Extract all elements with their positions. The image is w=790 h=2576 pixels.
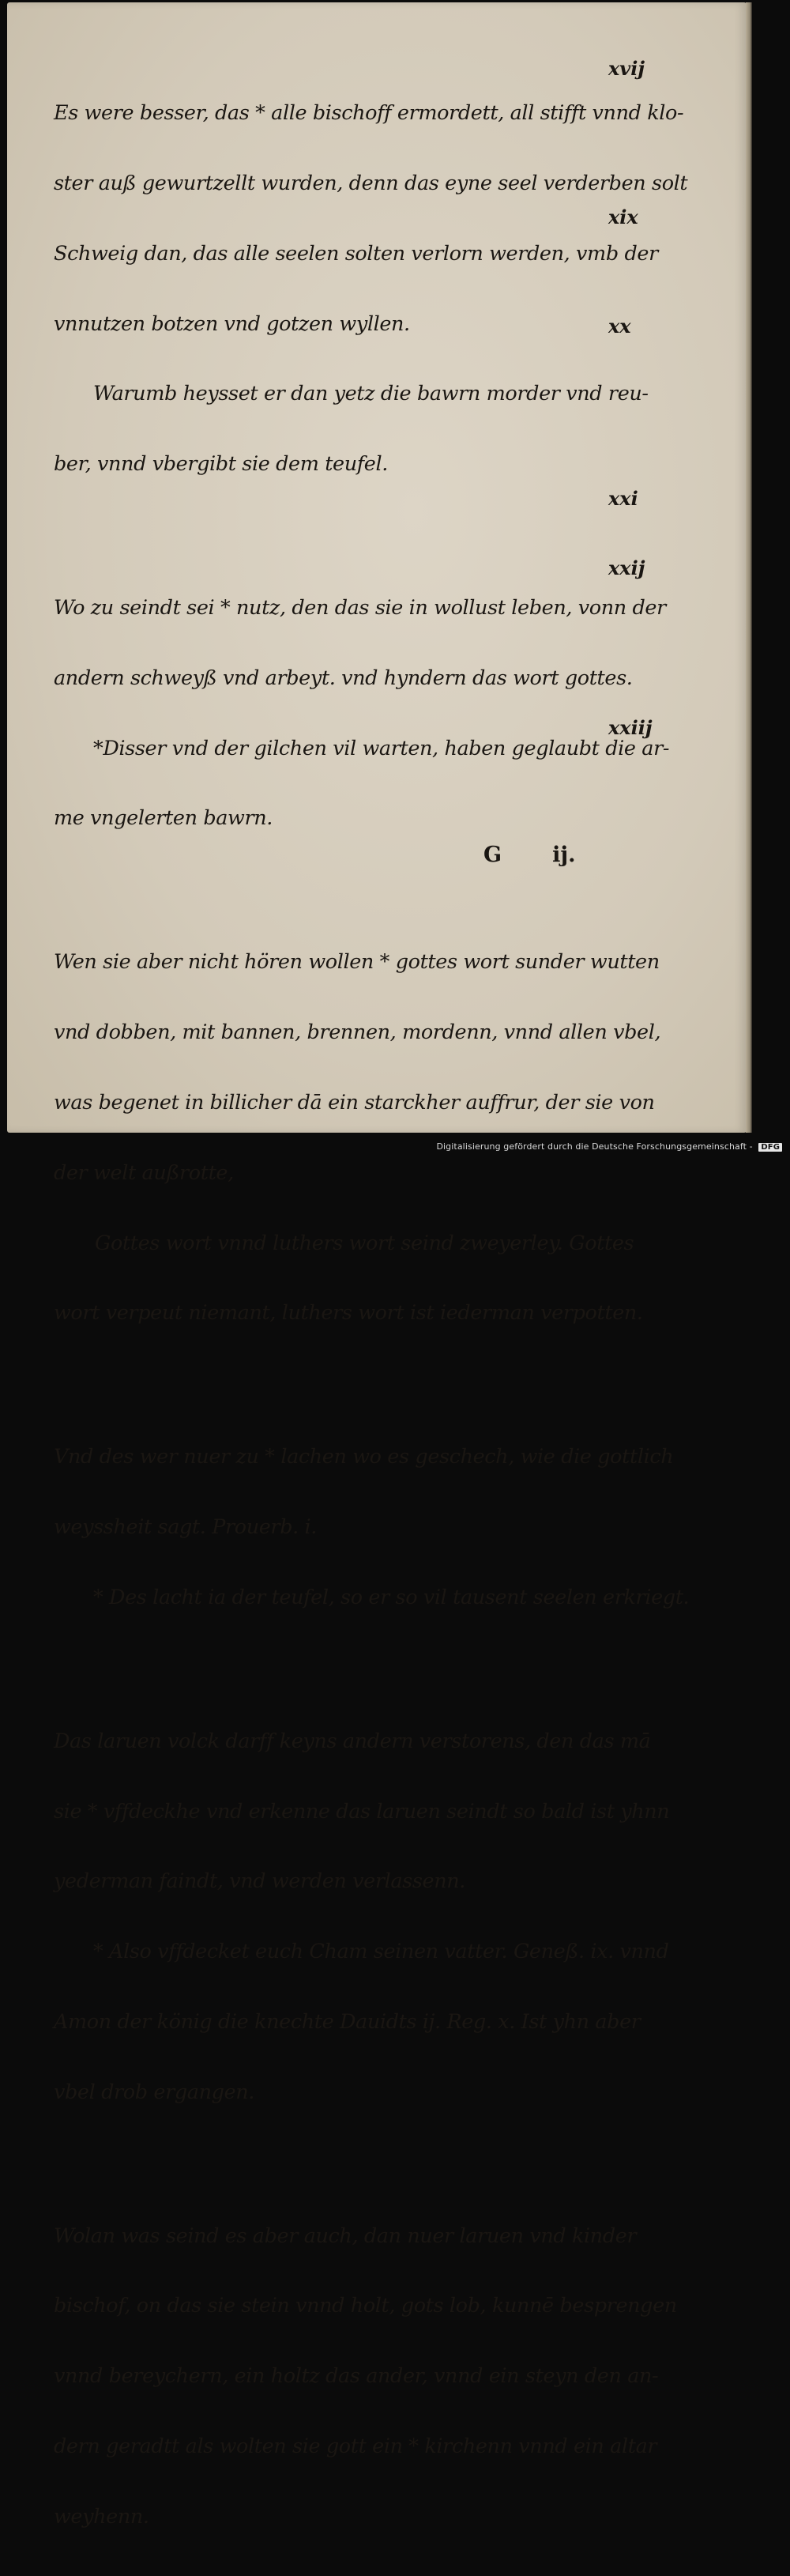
text-line: Warumb heysset er dan yetz die bawrn morder vnd reu- xyxy=(93,382,649,406)
text-line: vbel drob ergangen. xyxy=(54,2080,254,2104)
margin-numeral: xxiij xyxy=(608,716,653,739)
text-line: der welt außrotte, xyxy=(54,1160,234,1185)
text-line: Wolan was seind es aber auch, dan nuer laruen vnd kinder xyxy=(54,2223,637,2248)
text-line: * Des lacht ia der teufel, so er so vil tausent seelen erkriegt. xyxy=(93,1585,690,1609)
text-line: Schweig dan, das alle seelen solten verlorn werden, vmb der xyxy=(54,241,658,266)
dfg-logo: DFG xyxy=(758,1143,782,1152)
margin-numeral: xxi xyxy=(608,487,638,510)
margin-numeral: xxij xyxy=(608,556,645,579)
text-line: andern schweyß vnd arbeyt. vnd hyndern das wort gottes. xyxy=(54,666,633,690)
text-line: vnnd bereychern, ein holtz das ander, vnnd ein steyn den an- xyxy=(54,2364,659,2389)
footer-text: Digitalisierung gefördert durch die Deutsche Forschungsgemeinschaft - xyxy=(436,1141,753,1152)
text-line: bischof, on das sie stein vnnd holt, gots lob, kunnē besprengen xyxy=(54,2294,677,2318)
text-line: weyssheit sagt. Prouerb. i. xyxy=(54,1515,317,1540)
text-line: Wen sie aber nicht hören wollen * gottes wort sunder wutten xyxy=(54,950,660,975)
text-line: vnd dobben, mit bannen, brennen, mordenn, vnnd allen vbel, xyxy=(54,1020,661,1045)
text-line: yederman faindt, vnd werden verlassenn. xyxy=(54,1869,465,1894)
margin-numeral: xx xyxy=(608,315,631,338)
text-line: Das laruen volck darff keyns andern verstorens, den das mā xyxy=(54,1729,651,1753)
text-line: sie * vffdeckhe vnd erkenne das laruen seindt so bald ist yhnn xyxy=(54,1799,670,1824)
text-line: Wo zu seindt sei * nutz, den das sie in wollust leben, vonn der xyxy=(54,596,666,620)
text-line: me vngelerten bawrn. xyxy=(54,806,273,831)
paragraph-6 xyxy=(54,2178,677,2575)
text-line: * Also vffdecket euch Cham seinen vatter. Geneß. ix. vnnd xyxy=(93,1940,669,1964)
text-line: ber, vnnd vbergibt sie dem teufel. xyxy=(54,452,388,477)
text-line: dern geradtt als wolten sie gott ein * kirchenn vnnd ein altar xyxy=(54,2435,657,2458)
paragraph-3 xyxy=(54,904,661,1372)
margin-numeral: xvij xyxy=(608,57,645,80)
text-line: Gottes wort vnnd luthers wort seind zweyerley. Gottes xyxy=(95,1231,634,1255)
paragraph-4 xyxy=(54,1399,690,1657)
text-line: ster auß gewurtzellt wurden, denn das eyne seel verderben solt xyxy=(54,171,688,195)
signature-number: ij. xyxy=(552,843,576,867)
page-edge xyxy=(746,2,752,1133)
signature-letter: G xyxy=(483,843,502,867)
digitization-footer xyxy=(0,1141,782,1152)
text-line: Vnd des wer nuer zu * lachen wo es geschech, wie die gottlich xyxy=(54,1445,674,1469)
paragraph-5 xyxy=(54,1684,670,2152)
text-line: was begenet in billicher dā ein starckher auffrur, der sie von xyxy=(54,1090,655,1115)
text-line: wort verpeut niemant, luthers wort ist iederman verpotten. xyxy=(54,1301,643,1326)
text-line: Es were besser, das * alle bischoff ermordett, all stifft vnnd klo- xyxy=(54,101,684,126)
signature-mark xyxy=(483,843,594,867)
margin-numeral: xix xyxy=(608,206,638,228)
text-line: *Disser vnd der gilchen vil warten, haben geglaubt die ar- xyxy=(93,736,670,760)
text-line: Amon der könig die knechte Dauidts ij. Reg. x. Ist yhn aber xyxy=(54,2009,641,2034)
text-line: vnnutzen botzen vnd gotzen wyllen. xyxy=(54,311,410,336)
text-line: weyhenn. xyxy=(54,2504,149,2529)
